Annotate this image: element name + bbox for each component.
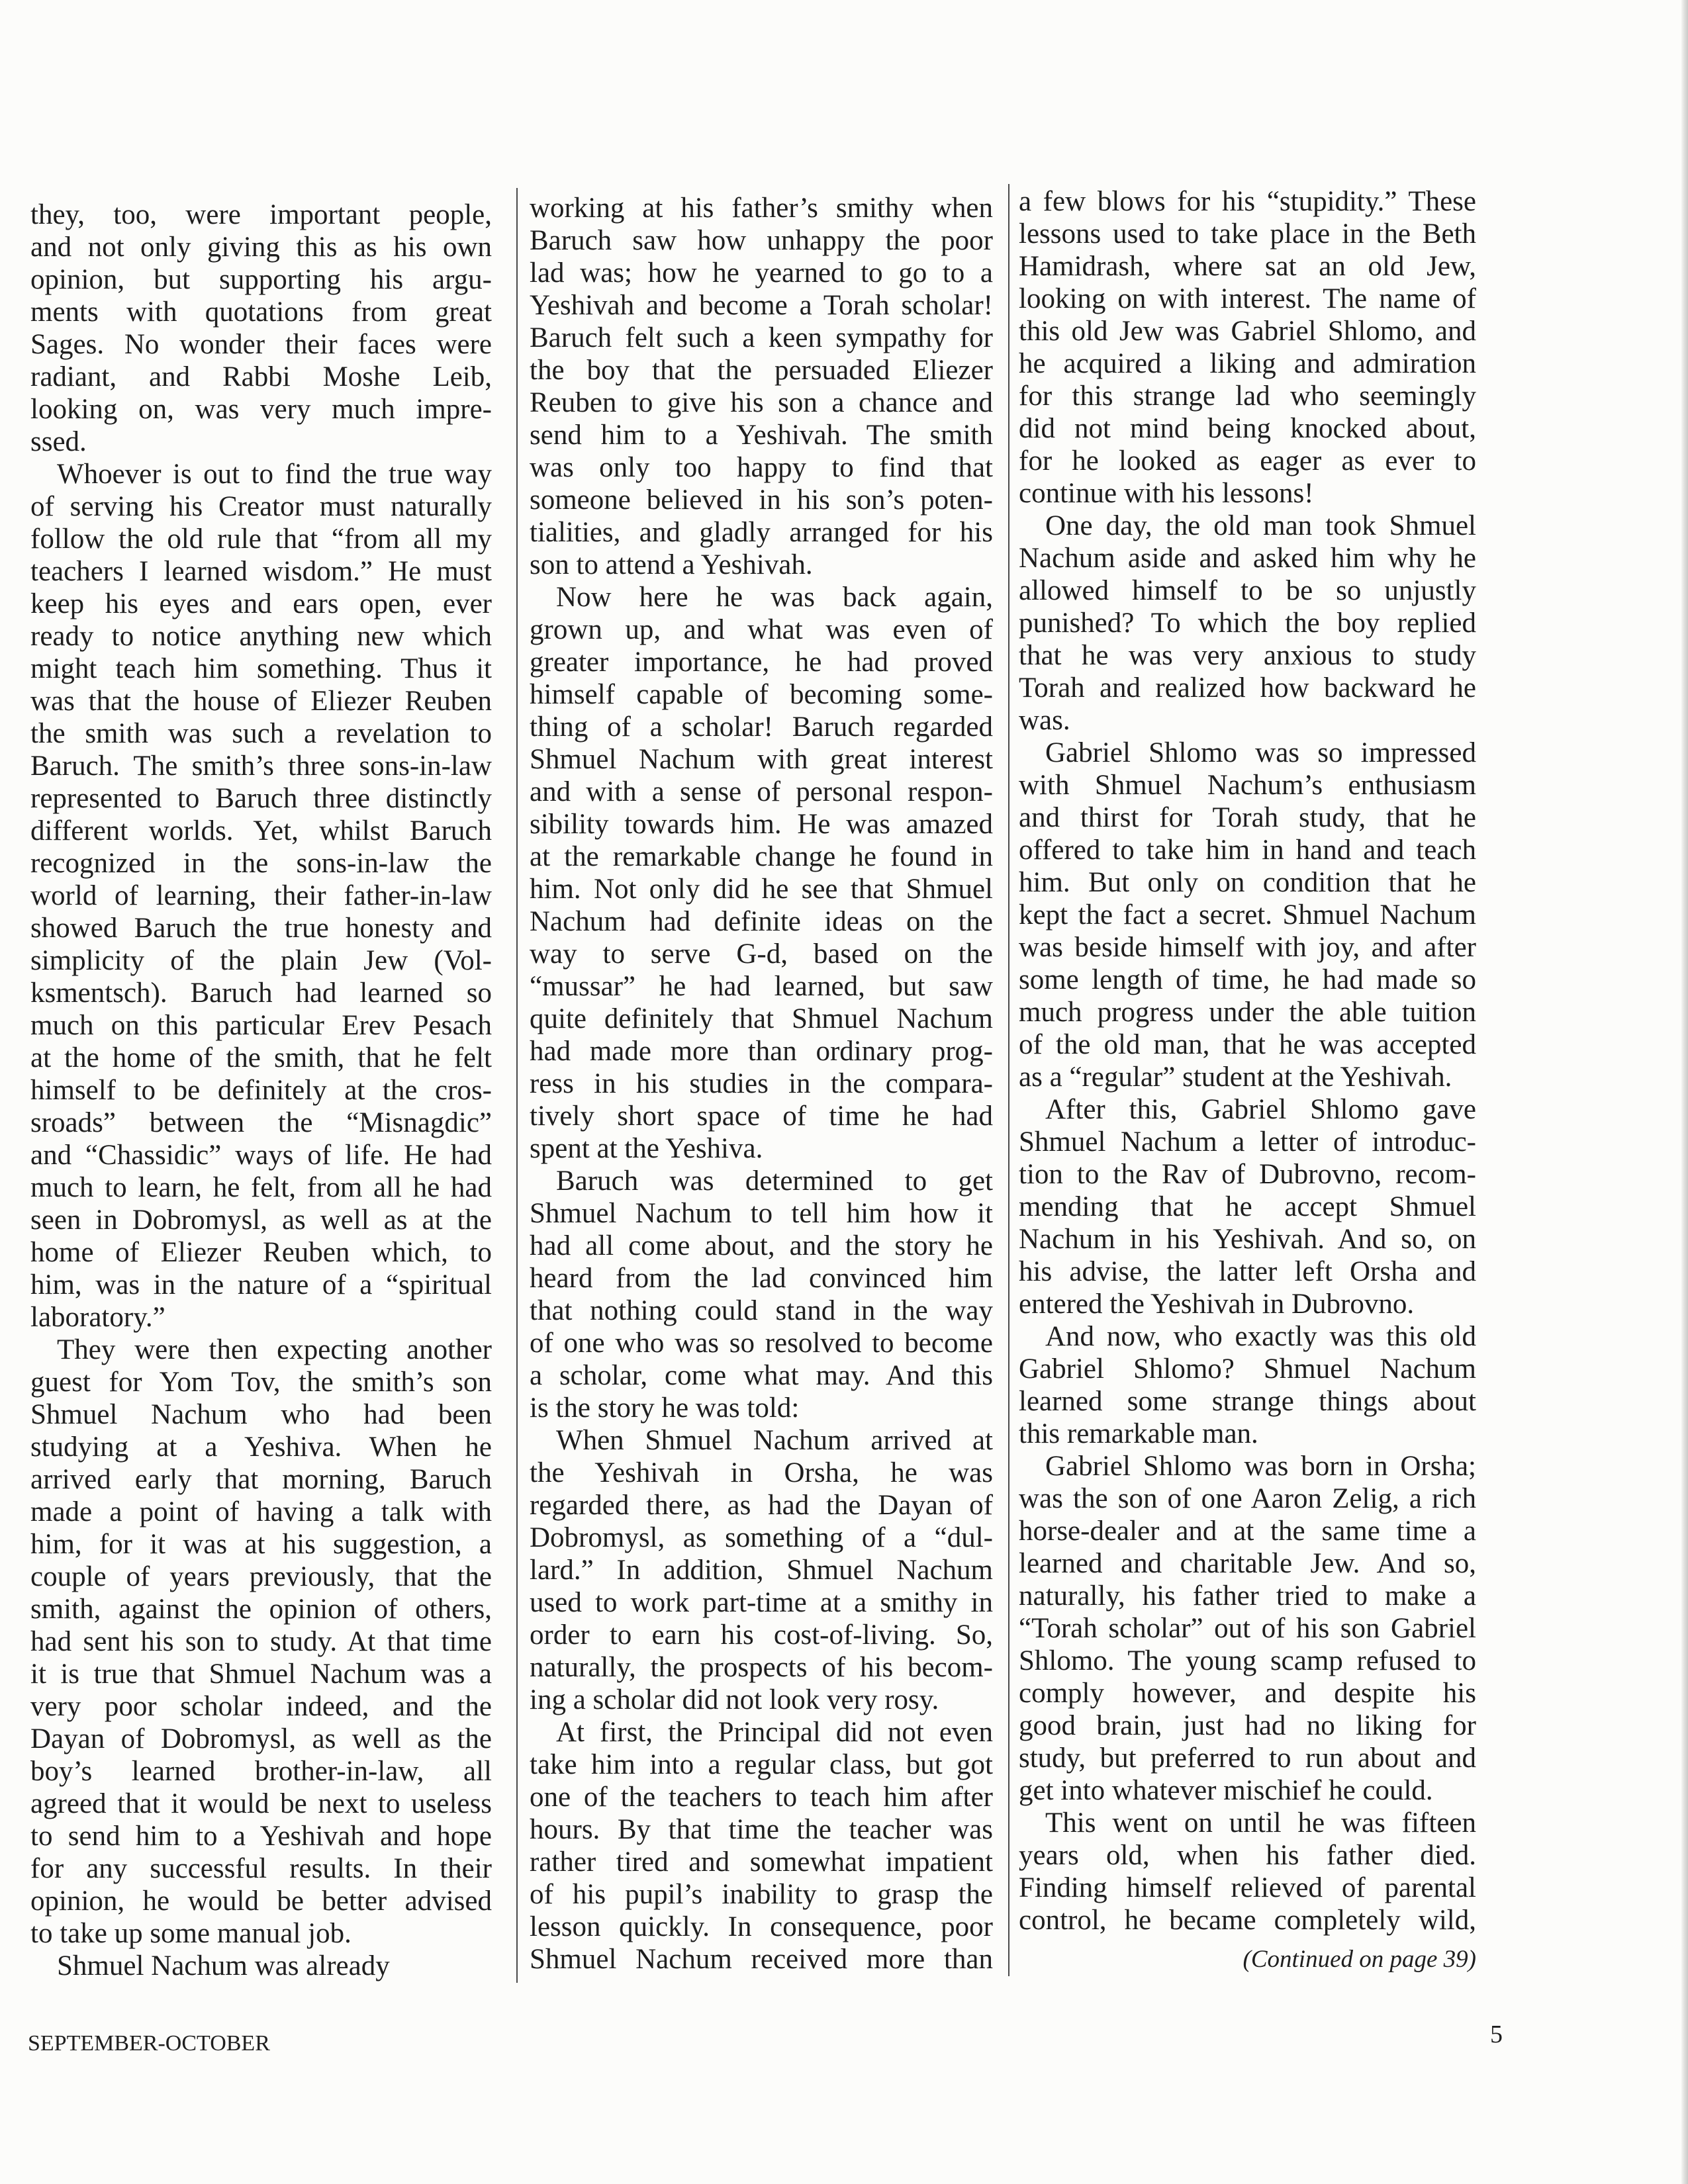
article-column-2: [530, 192, 993, 1976]
text-line: send him to a Yeshivah. The smith: [530, 420, 993, 451]
text-line: tialities, and gladly arranged for his: [530, 517, 993, 548]
text-line: Shmuel Nachum who had been: [30, 1399, 492, 1430]
text-line: sroads” between the “Misnagdic”: [30, 1107, 492, 1138]
text-line: Gabriel Shlomo? Shmuel Nachum: [1019, 1353, 1476, 1385]
text-line: much on this particular Erev Pesach: [30, 1010, 492, 1041]
text-line: teachers I learned wisdom.” He must: [30, 556, 492, 587]
paragraph: [530, 1424, 993, 1716]
text-line: Hamidrash, where sat an old Jew,: [1019, 251, 1476, 282]
text-line: Baruch saw how unhappy the poor: [530, 225, 993, 256]
text-line: him. Not only did he see that Shmuel: [530, 874, 993, 905]
text-line: sibility towards him. He was amazed: [530, 809, 993, 840]
text-line: home of Eliezer Reuben which, to: [30, 1237, 492, 1268]
text-line: son to attend a Yeshivah.: [530, 549, 813, 580]
column-divider: [1008, 184, 1009, 1976]
text-line: opinion, but supporting his argu-: [30, 264, 492, 295]
text-line: mending that he accept Shmuel: [1019, 1191, 1476, 1222]
text-line: was.: [1019, 705, 1070, 736]
text-line: ing a scholar did not look very rosy.: [530, 1684, 939, 1715]
text-line: This went on until he was fifteen: [1045, 1807, 1476, 1839]
text-line: take him into a regular class, but got: [530, 1749, 993, 1780]
text-line: keep his eyes and ears open, ever: [30, 588, 492, 619]
text-line: quite definitely that Shmuel Nachum: [530, 1003, 993, 1034]
text-line: couple of years previously, that the: [30, 1561, 492, 1592]
text-line: order to earn his cost-of-living. So,: [530, 1619, 993, 1651]
text-line: ksmentsch). Baruch had learned so: [30, 978, 492, 1009]
article-column-1: [30, 199, 492, 1982]
article-column-3: [1019, 185, 1476, 1976]
paragraph: [1019, 1807, 1476, 1936]
text-line: And now, who exactly was this old: [1045, 1321, 1476, 1352]
text-line: a few blows for his “stupidity.” These: [1019, 186, 1476, 217]
text-line: much to learn, he felt, from all he had: [30, 1172, 492, 1203]
text-line: did not mind being knocked about,: [1019, 413, 1476, 444]
text-line: After this, Gabriel Shlomo gave: [1045, 1094, 1476, 1125]
text-line: looking on, was very much impre-: [30, 394, 492, 425]
text-line: of serving his Creator must naturally: [30, 491, 492, 522]
text-line: of one who was so resolved to become: [530, 1328, 993, 1359]
text-line: with Shmuel Nachum’s enthusiasm: [1019, 770, 1476, 801]
text-line: way to serve G-d, based on the: [530, 938, 993, 970]
text-line: Yeshivah and become a Torah scholar!: [530, 290, 993, 321]
paragraph: [1019, 185, 1476, 510]
text-line: for he looked as eager as ever to: [1019, 445, 1476, 477]
text-line: allowed himself to be so unjustly: [1019, 575, 1476, 606]
text-line: naturally, the prospects of his becom-: [530, 1652, 993, 1683]
text-line: was only too happy to find that: [530, 452, 993, 483]
paragraph: [530, 192, 993, 581]
text-line: ress in his studies in the compara-: [530, 1068, 993, 1099]
text-line: grown up, and what was even of: [530, 614, 993, 645]
paragraph: [30, 1334, 492, 1950]
text-line: they, too, were important people,: [30, 199, 492, 230]
text-line: Dayan of Dobromysl, as well as the: [30, 1723, 492, 1754]
paragraph: [530, 1165, 993, 1424]
scan-edge: [1681, 0, 1688, 2184]
text-line: “mussar” he had learned, but saw: [530, 971, 993, 1002]
text-line: tively short space of time he had: [530, 1101, 993, 1132]
text-line: naturally, his father tried to make a: [1019, 1580, 1476, 1612]
text-line: and not only giving this as his own: [30, 232, 492, 263]
continued-note: (Continued on page 39): [1243, 1946, 1476, 1973]
text-line: hours. By that time the teacher was: [530, 1814, 993, 1845]
text-line: him. But only on condition that he: [1019, 867, 1476, 898]
text-line: of his pupil’s inability to grasp the: [530, 1879, 993, 1910]
text-line: Shmuel Nachum with great interest: [530, 744, 993, 775]
text-line: very poor scholar indeed, and the: [30, 1691, 492, 1722]
text-line: and with a sense of personal respon-: [530, 776, 993, 807]
text-line: Reuben to give his son a chance and: [530, 387, 993, 418]
text-line: Shmuel Nachum to tell him how it: [530, 1198, 993, 1229]
text-line: Now here he was back again,: [556, 582, 993, 613]
text-line: had sent his son to study. At that time: [30, 1626, 492, 1657]
text-line: get into whatever mischief he could.: [1019, 1775, 1433, 1806]
text-line: opinion, he would be better advised: [30, 1886, 492, 1917]
paragraph: [1019, 510, 1476, 737]
paragraph: [30, 1950, 492, 1982]
text-line: spent at the Yeshiva.: [530, 1133, 763, 1164]
text-line: he acquired a liking and admiration: [1019, 348, 1476, 379]
text-line: that he was very anxious to study: [1019, 640, 1476, 671]
text-line: guest for Yom Tov, the smith’s son: [30, 1367, 492, 1398]
text-line: him, for it was at his suggestion, a: [30, 1529, 492, 1560]
text-line: some length of time, he had made so: [1019, 964, 1476, 995]
text-line: control, he became completely wild,: [1019, 1905, 1476, 1936]
text-line: kept the fact a secret. Shmuel Nachum: [1019, 899, 1476, 931]
text-line: agreed that it would be next to useless: [30, 1788, 492, 1819]
text-line: heard from the lad convinced him: [530, 1263, 993, 1294]
text-line: Sages. No wonder their faces were: [30, 329, 492, 360]
text-line: his advise, the latter left Orsha and: [1019, 1256, 1476, 1287]
text-line: Shlomo. The young scamp refused to: [1019, 1645, 1476, 1676]
text-line: made a point of having a talk with: [30, 1496, 492, 1527]
text-line: ready to notice anything new which: [30, 621, 492, 652]
text-line: regarded there, as had the Dayan of: [530, 1490, 993, 1521]
text-line: had made more than ordinary prog-: [530, 1036, 993, 1067]
text-line: as a “regular” student at the Yeshivah.: [1019, 1062, 1452, 1093]
text-line: showed Baruch the true honesty and: [30, 913, 492, 944]
text-line: for any successful results. In their: [30, 1853, 492, 1884]
text-line: rather tired and somewhat impatient: [530, 1846, 993, 1878]
text-line: Baruch felt such a keen sympathy for: [530, 322, 993, 353]
text-line: at the remarkable change he found in: [530, 841, 993, 872]
text-line: learned some strange things about: [1019, 1386, 1476, 1417]
text-line: was beside himself with joy, and after: [1019, 932, 1476, 963]
paragraph: [30, 199, 492, 458]
text-line: a scholar, come what may. And this: [530, 1360, 993, 1391]
text-line: lesson quickly. In consequence, poor: [530, 1911, 993, 1942]
text-line: much progress under the able tuition: [1019, 997, 1476, 1028]
text-line: might teach him something. Thus it: [30, 653, 492, 684]
text-line: Shmuel Nachum a letter of introduc-: [1019, 1126, 1476, 1158]
text-line: radiant, and Rabbi Moshe Leib,: [30, 361, 492, 392]
issue-date: SEPTEMBER-OCTOBER: [28, 2031, 270, 2056]
text-line: studying at a Yeshiva. When he: [30, 1432, 492, 1463]
text-line: follow the old rule that “from all my: [30, 523, 492, 555]
text-line: Nachum in his Yeshivah. And so, on: [1019, 1224, 1476, 1255]
text-line: years old, when his father died.: [1019, 1840, 1476, 1871]
text-line: learned and charitable Jew. And so,: [1019, 1548, 1476, 1579]
text-line: smith, against the opinion of others,: [30, 1594, 492, 1625]
text-line: one of the teachers to teach him after: [530, 1782, 993, 1813]
text-line: and thirst for Torah study, that he: [1019, 802, 1476, 833]
text-line: ments with quotations from great: [30, 296, 492, 328]
text-line: himself to be definitely at the cros-: [30, 1075, 492, 1106]
text-line: lessons used to take place in the Beth: [1019, 218, 1476, 250]
text-line: When Shmuel Nachum arrived at: [556, 1425, 993, 1456]
text-line: Dobromysl, as something of a “dul-: [530, 1522, 993, 1553]
paragraph: [530, 1716, 993, 1976]
text-line: used to work part-time at a smithy in: [530, 1587, 993, 1618]
text-line: simplicity of the plain Jew (Vol-: [30, 945, 492, 976]
text-line: represented to Baruch three distinctly: [30, 783, 492, 814]
text-line: laboratory.”: [30, 1302, 165, 1333]
text-line: him, was in the nature of a “spiritual: [30, 1269, 492, 1300]
text-line: it is true that Shmuel Nachum was a: [30, 1659, 492, 1690]
text-line: Nachum aside and asked him why he: [1019, 543, 1476, 574]
paragraph: [30, 458, 492, 1334]
text-line: someone believed in his son’s poten-: [530, 484, 993, 516]
paragraph: [1019, 1450, 1476, 1807]
paragraph: [1019, 737, 1476, 1093]
column-divider: [516, 188, 518, 1983]
text-line: this remarkable man.: [1019, 1418, 1258, 1449]
text-line: was that the house of Eliezer Reuben: [30, 686, 492, 717]
text-line: lad was; how he yearned to go to a: [530, 257, 993, 289]
text-line: offered to take him in hand and teach: [1019, 835, 1476, 866]
text-line: Torah and realized how backward he: [1019, 672, 1476, 704]
text-line: looking on with interest. The name of: [1019, 283, 1476, 314]
text-line: Shmuel Nachum was already: [57, 1950, 390, 1981]
text-line: had all come about, and the story he: [530, 1230, 993, 1261]
text-line: Whoever is out to find the true way: [57, 459, 492, 490]
text-line: himself capable of becoming some-: [530, 679, 993, 710]
text-line: They were then expecting another: [57, 1334, 492, 1365]
text-line: the Yeshivah in Orsha, he was: [530, 1457, 993, 1488]
text-line: Shmuel Nachum received more than: [530, 1944, 993, 1975]
text-line: and “Chassidic” ways of life. He had: [30, 1140, 492, 1171]
text-line: horse-dealer and at the same time a: [1019, 1516, 1476, 1547]
text-line: working at his father’s smithy when: [530, 193, 993, 224]
text-line: good brain, just had no liking for: [1019, 1710, 1476, 1741]
text-line: boy’s learned brother-in-law, all: [30, 1756, 492, 1787]
text-line: study, but preferred to run about and: [1019, 1743, 1476, 1774]
paragraph: [1019, 1320, 1476, 1450]
text-line: punished? To which the boy replied: [1019, 608, 1476, 639]
text-line: that nothing could stand in the way: [530, 1295, 993, 1326]
text-line: to take up some manual job.: [30, 1918, 352, 1949]
text-line: the smith was such a revelation to: [30, 718, 492, 749]
text-line: lard.” In addition, Shmuel Nachum: [530, 1555, 993, 1586]
text-line: arrived early that morning, Baruch: [30, 1464, 492, 1495]
text-line: world of learning, their father-in-law: [30, 880, 492, 911]
text-line: at the home of the smith, that he felt: [30, 1042, 492, 1073]
text-line: Gabriel Shlomo was so impressed: [1045, 737, 1476, 768]
text-line: this old Jew was Gabriel Shlomo, and: [1019, 316, 1476, 347]
text-line: thing of a scholar! Baruch regarded: [530, 711, 993, 743]
text-line: comply however, and despite his: [1019, 1678, 1476, 1709]
text-line: recognized in the sons-in-law the: [30, 848, 492, 879]
text-line: of the old man, that he was accepted: [1019, 1029, 1476, 1060]
text-line: tion to the Rav of Dubrovno, recom-: [1019, 1159, 1476, 1190]
text-line: “Torah scholar” out of his son Gabriel: [1019, 1613, 1476, 1644]
text-line: to send him to a Yeshivah and hope: [30, 1821, 492, 1852]
text-line: was the son of one Aaron Zelig, a rich: [1019, 1483, 1476, 1514]
text-line: Gabriel Shlomo was born in Orsha;: [1045, 1451, 1476, 1482]
text-line: greater importance, he had proved: [530, 647, 993, 678]
paragraph: [1019, 1093, 1476, 1320]
text-line: entered the Yeshivah in Dubrovno.: [1019, 1289, 1415, 1320]
text-line: for this strange lad who seemingly: [1019, 381, 1476, 412]
text-line: ssed.: [30, 426, 87, 457]
text-line: continue with his lessons!: [1019, 478, 1314, 509]
text-line: Baruch was determined to get: [556, 1165, 993, 1197]
text-line: At first, the Principal did not even: [556, 1717, 993, 1748]
text-line: Nachum had definite ideas on the: [530, 906, 993, 937]
text-line: seen in Dobromysl, as well as at the: [30, 1205, 492, 1236]
text-line: the boy that the persuaded Eliezer: [530, 355, 993, 386]
text-line: Finding himself relieved of parental: [1019, 1872, 1476, 1903]
text-line: different worlds. Yet, whilst Baruch: [30, 815, 492, 846]
text-line: is the story he was told:: [530, 1392, 800, 1424]
paragraph: [530, 581, 993, 1165]
text-line: Baruch. The smith’s three sons-in-law: [30, 751, 492, 782]
page-number: 5: [1490, 2021, 1503, 2048]
text-line: One day, the old man took Shmuel: [1045, 510, 1476, 541]
